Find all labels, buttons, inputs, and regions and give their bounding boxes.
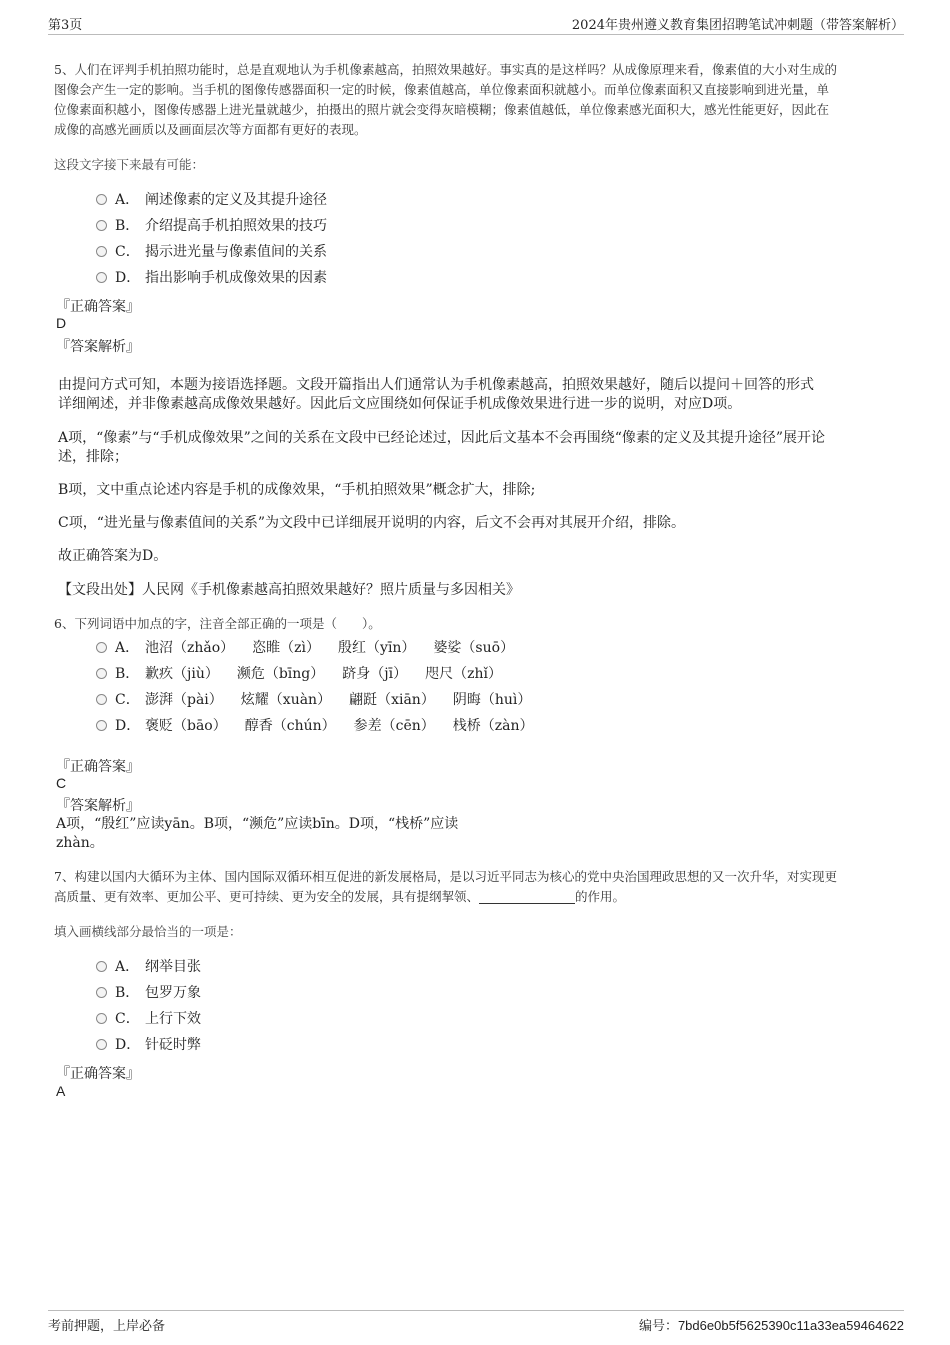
radio-icon[interactable] <box>96 720 107 731</box>
q5-option-a[interactable]: A． 阐述像素的定义及其提升途径 <box>96 190 327 210</box>
radio-icon[interactable] <box>96 246 107 257</box>
radio-icon[interactable] <box>96 1013 107 1024</box>
fill-in-blank <box>479 891 575 904</box>
q6-analysis: A项，“殷红”应读yān。B项，“濒危”应读bīn。D项，“栈桥”应读 zhàn。 <box>56 816 459 851</box>
radio-icon[interactable] <box>96 1039 107 1050</box>
radio-icon[interactable] <box>96 272 107 283</box>
q5-analysis-paragraph: A项，“像素”与“手机成像效果”之间的关系在文段中已经论述过，因此后文基本不会再围绕“像素的定义及其提升途径”展开论 述，排除； <box>58 430 826 465</box>
q6-answer-label: 『正确答案』 <box>56 759 140 775</box>
radio-icon[interactable] <box>96 694 107 705</box>
q5-analysis-paragraph: 故正确答案为D。 <box>58 548 168 564</box>
page-header <box>48 14 904 35</box>
q7-answer-label: 『正确答案』 <box>56 1066 140 1082</box>
radio-icon[interactable] <box>96 668 107 679</box>
footer-slogan: 考前押题，上岸必备 <box>48 1319 166 1334</box>
q5-analysis-paragraph: B项，文中重点论述内容是手机的成像效果，“手机拍照效果”概念扩大，排除; <box>58 482 536 498</box>
document-title: 2024年贵州遵义教育集团招聘笔试冲刺题（带答案解析） <box>571 18 904 33</box>
q6-answer: C <box>56 775 67 791</box>
q6-option-d[interactable]: D． 褒贬（bāo） 醇香（chún） 参差（cēn） 栈桥（zàn） <box>96 716 552 736</box>
q7-option-b[interactable]: B． 包罗万象 <box>96 983 201 1003</box>
question-7-prompt: 填入画横线部分最恰当的一项是： <box>54 924 242 939</box>
q6-analysis-label: 『答案解析』 <box>56 798 140 814</box>
page-number: 第3页 <box>48 18 83 33</box>
q5-analysis-paragraph: C项，“进光量与像素值间的关系”为文段中已详细展开说明的内容，后文不会再对其展开介绍，排除。 <box>58 515 686 531</box>
question-6-stem: 6、下列词语中加点的字，注音全部正确的一项是（ ）。 <box>54 616 381 631</box>
q7-option-c[interactable]: C． 上行下效 <box>96 1009 201 1029</box>
radio-icon[interactable] <box>96 220 107 231</box>
radio-icon[interactable] <box>96 642 107 653</box>
q5-option-b[interactable]: B． 介绍提高手机拍照效果的技巧 <box>96 216 327 236</box>
q7-option-a[interactable]: A． 纲举目张 <box>96 957 201 977</box>
q5-answer-label: 『正确答案』 <box>56 299 140 315</box>
q5-option-d[interactable]: D． 指出影响手机成像效果的因素 <box>96 268 327 288</box>
q5-answer: D <box>56 315 67 331</box>
question-7-stem: 7、构建以国内大循环为主体、国内国际双循环相互促进的新发展格局，是以习近平同志为核心的党中央治国理政思想的又一次升华，对实现更 高质量、更有效率、更加公平、更可持续、更为安全的发展，具有提纲挈领、 的作用。 <box>54 869 837 904</box>
q7-option-d[interactable]: D． 针砭时弊 <box>96 1035 201 1055</box>
page-footer <box>48 1310 904 1334</box>
q5-option-c[interactable]: C． 揭示进光量与像素值间的关系 <box>96 242 327 262</box>
q6-option-b[interactable]: B． 歉疚（jiù） 濒危（bīng） 跻身（jī） 咫尺（zhǐ） <box>96 664 520 684</box>
q6-option-a[interactable]: A． 池沼（zhǎo） 恣睢（zì） 殷红（yīn） 婆娑（suō） <box>96 638 532 658</box>
q5-source: 【文段出处】人民网《手机像素越高拍照效果越好？照片质量与多因相关》 <box>58 582 520 598</box>
question-5-stem: 5、人们在评判手机拍照功能时，总是直观地认为手机像素越高，拍照效果越好。事实真的是这样吗？从成像原理来看，像素值的大小对生成的 图像会产生一定的影响。当手机的图像传感器面积一定的时候，像素值越高，单位像素面积就越小。而单位像素面积又直接影响到进光量，单 位像素面积越小，图像传感器上进光量就越少，拍摄出的照片就会变得灰暗模糊；像素值越低，单位像素感光面积大，感光性能更好，因此在 成像的高感光画质以及画面层次等方面都有更好的表现。 <box>54 62 837 137</box>
radio-icon[interactable] <box>96 987 107 998</box>
q7-answer: A <box>56 1083 66 1099</box>
q5-analysis-paragraph: 由提问方式可知，本题为接语选择题。文段开篇指出人们通常认为手机像素越高，拍照效果越好，随后以提问＋回答的形式 详细阐述，并非像素越高成像效果越好。因此后文应围绕如何保证手机成像效果进行进一步的说明，对应D项。 <box>58 377 814 412</box>
radio-icon[interactable] <box>96 961 107 972</box>
question-5-prompt: 这段文字接下来最有可能： <box>54 157 205 172</box>
q6-option-c[interactable]: C． 澎湃（pài） 炫耀（xuàn） 翩跹（xiān） 阴晦（huì） <box>96 690 549 710</box>
document-id: 编号：7bd6e0b5f5625390c11a33ea59464622 <box>638 1318 904 1333</box>
radio-icon[interactable] <box>96 194 107 205</box>
q5-analysis-label: 『答案解析』 <box>56 339 140 355</box>
